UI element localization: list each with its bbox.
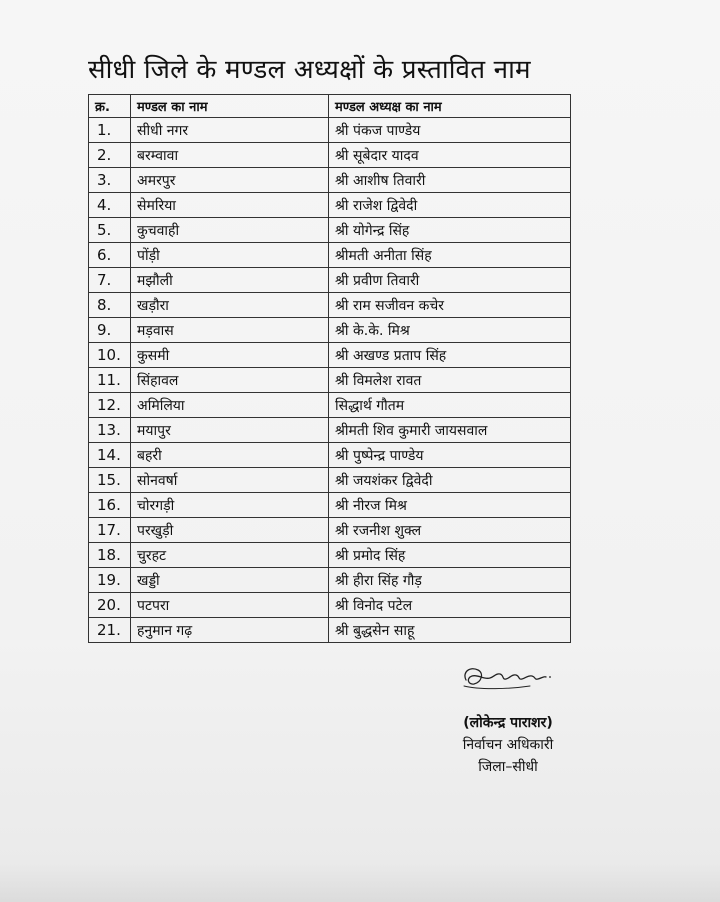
table-row	[89, 568, 571, 593]
president-name-cell: श्री प्रमोद सिंह	[329, 543, 571, 568]
mandal-name-cell: खड्डी	[131, 568, 329, 593]
table-row	[89, 318, 571, 343]
mandal-name-cell: चोरगड़ी	[131, 493, 329, 518]
president-name-cell: श्री प्रवीण तिवारी	[329, 268, 571, 293]
president-name-cell: श्री राजेश द्विवेदी	[329, 193, 571, 218]
mandal-name-cell: बहरी	[131, 443, 329, 468]
president-name-cell: श्री रजनीश शुक्ल	[329, 518, 571, 543]
serial-number-cell: 5.	[89, 218, 131, 243]
table-row	[89, 193, 571, 218]
signatory-district: जिला–सीधी	[478, 759, 538, 775]
president-name-cell: श्री विनोद पटेल	[329, 593, 571, 618]
table-row	[89, 493, 571, 518]
president-name-cell: श्री सूबेदार यादव	[329, 143, 571, 168]
table-row	[89, 393, 571, 418]
signature-image	[460, 662, 556, 692]
president-name-cell: श्री राम सजीवन कचेर	[329, 293, 571, 318]
table-row	[89, 443, 571, 468]
mandal-name-cell: बरम्वावा	[131, 143, 329, 168]
serial-number-cell: 12.	[89, 393, 131, 418]
president-name-cell: श्री योगेन्द्र सिंह	[329, 218, 571, 243]
table-row	[89, 143, 571, 168]
serial-number-cell: 18.	[89, 543, 131, 568]
serial-number-cell: 10.	[89, 343, 131, 368]
mandal-president-table	[88, 94, 571, 643]
president-name-cell: श्री बुद्धसेन साहू	[329, 618, 571, 643]
table-row	[89, 518, 571, 543]
serial-number-cell: 2.	[89, 143, 131, 168]
table-row	[89, 418, 571, 443]
document-title: सीधी जिले के मण्डल अध्यक्षों के प्रस्तावित नाम	[88, 55, 531, 85]
table-row	[89, 218, 571, 243]
president-name-cell: श्री अखण्ड प्रताप सिंह	[329, 343, 571, 368]
table-header-row	[89, 95, 571, 118]
table-row	[89, 168, 571, 193]
table-row	[89, 593, 571, 618]
serial-number-cell: 13.	[89, 418, 131, 443]
mandal-name-cell: सेमरिया	[131, 193, 329, 218]
president-name-cell: श्रीमती अनीता सिंह	[329, 243, 571, 268]
mandal-name-cell: मड़वास	[131, 318, 329, 343]
mandal-name-cell: सोनवर्षा	[131, 468, 329, 493]
table-row	[89, 293, 571, 318]
serial-number-cell: 17.	[89, 518, 131, 543]
president-name-cell: श्री के.के. मिश्र	[329, 318, 571, 343]
president-name-cell: श्री हीरा सिंह गौड़	[329, 568, 571, 593]
table-row	[89, 543, 571, 568]
signatory-block	[438, 712, 578, 778]
president-name-cell: श्री पुष्पेन्द्र पाण्डेय	[329, 443, 571, 468]
header-mandal-name: मण्डल का नाम	[131, 95, 329, 118]
serial-number-cell: 14.	[89, 443, 131, 468]
president-name-cell: श्री आशीष तिवारी	[329, 168, 571, 193]
table-row	[89, 468, 571, 493]
serial-number-cell: 4.	[89, 193, 131, 218]
mandal-name-cell: अमिलिया	[131, 393, 329, 418]
table-row	[89, 618, 571, 643]
table-row	[89, 118, 571, 143]
president-name-cell: सिद्धार्थ गौतम	[329, 393, 571, 418]
president-name-cell: श्रीमती शिव कुमारी जायसवाल	[329, 418, 571, 443]
president-name-cell: श्री नीरज मिश्र	[329, 493, 571, 518]
table-row	[89, 343, 571, 368]
header-president-name: मण्डल अध्यक्ष का नाम	[329, 95, 571, 118]
president-name-cell: श्री पंकज पाण्डेय	[329, 118, 571, 143]
signatory-designation: निर्वाचन अधिकारी	[462, 737, 554, 753]
mandal-name-cell: खड़ौरा	[131, 293, 329, 318]
mandal-name-cell: कुचवाही	[131, 218, 329, 243]
president-name-cell: श्री विमलेश रावत	[329, 368, 571, 393]
table-row	[89, 368, 571, 393]
president-name-cell: श्री जयशंकर द्विवेदी	[329, 468, 571, 493]
serial-number-cell: 7.	[89, 268, 131, 293]
mandal-name-cell: पोंड़ी	[131, 243, 329, 268]
mandal-name-cell: मयापुर	[131, 418, 329, 443]
serial-number-cell: 21.	[89, 618, 131, 643]
serial-number-cell: 1.	[89, 118, 131, 143]
mandal-name-cell: पटपरा	[131, 593, 329, 618]
serial-number-cell: 6.	[89, 243, 131, 268]
serial-number-cell: 16.	[89, 493, 131, 518]
mandal-name-cell: चुरहट	[131, 543, 329, 568]
mandal-name-cell: सिंहावल	[131, 368, 329, 393]
mandal-name-cell: सीधी नगर	[131, 118, 329, 143]
mandal-name-cell: मझौली	[131, 268, 329, 293]
table-row	[89, 243, 571, 268]
table-row	[89, 268, 571, 293]
serial-number-cell: 9.	[89, 318, 131, 343]
serial-number-cell: 8.	[89, 293, 131, 318]
mandal-name-cell: अमरपुर	[131, 168, 329, 193]
serial-number-cell: 15.	[89, 468, 131, 493]
serial-number-cell: 11.	[89, 368, 131, 393]
mandal-name-cell: हनुमान गढ़	[131, 618, 329, 643]
serial-number-cell: 19.	[89, 568, 131, 593]
serial-number-cell: 3.	[89, 168, 131, 193]
header-serial: क्र.	[89, 95, 131, 118]
signatory-name: (लोकेन्द्र पाराशर)	[463, 715, 553, 731]
mandal-name-cell: परखुड़ी	[131, 518, 329, 543]
mandal-name-cell: कुसमी	[131, 343, 329, 368]
serial-number-cell: 20.	[89, 593, 131, 618]
